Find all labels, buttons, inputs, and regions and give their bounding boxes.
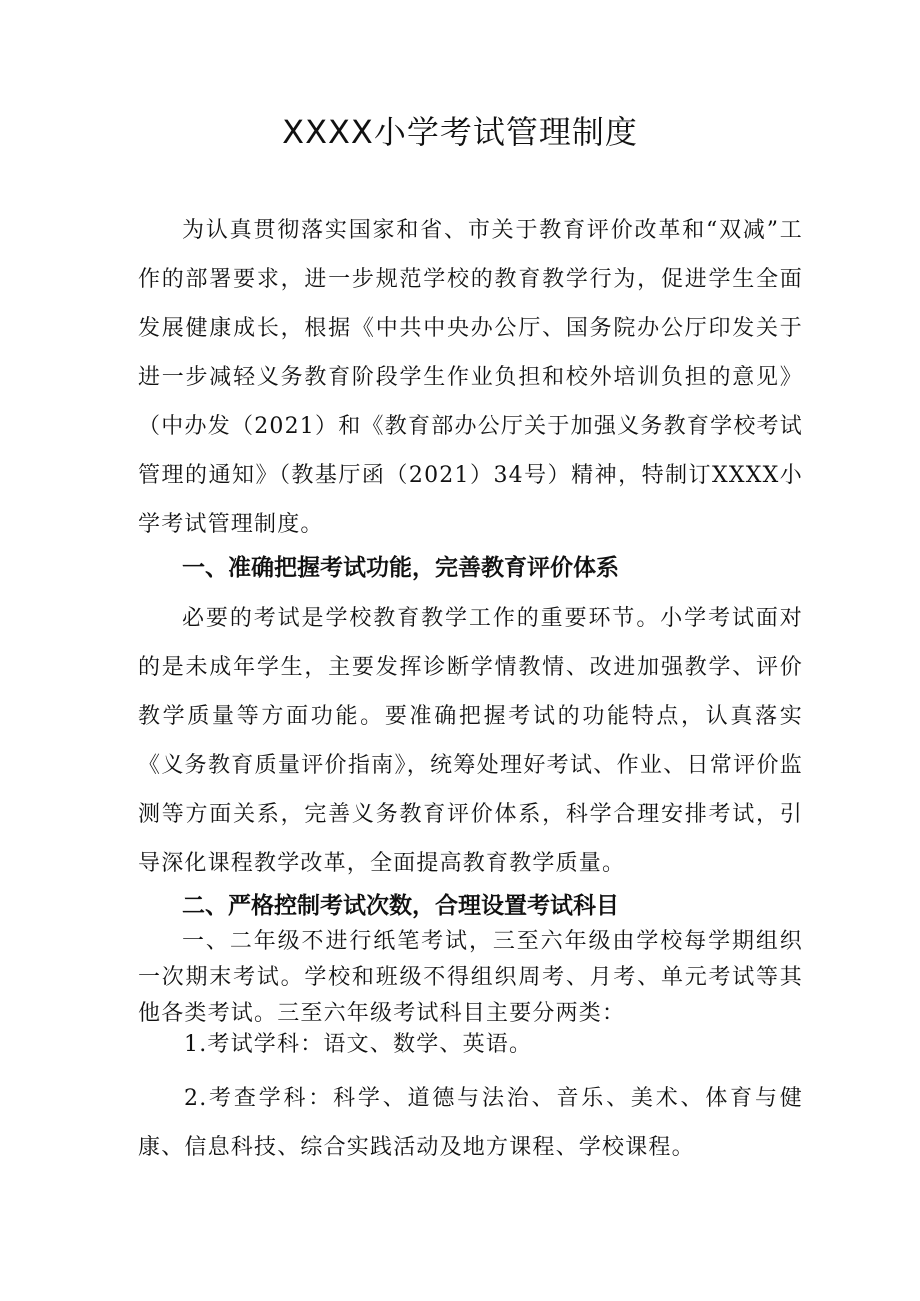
section-1-paragraph: 必要的考试是学校教育教学工作的重要环节。小学考试面对的是未成年学生，主要发挥诊断学情教情、改进加强教学、评价教学质量等方面功能。要准确把握考试的功能特点，认真落实《义务教育质量评价指南》，统筹处理好考试、作业、日常评价监测等方面关系，完善义务教育评价体系，科学合理安排考试，引导深化课程教学改革，全面提高教育教学质量。: [138, 606, 803, 876]
document-title: XXXX小学考试管理制度: [282, 113, 638, 151]
section-1-heading: 一、准确把握考试功能，完善教育评价体系: [182, 555, 619, 581]
section-2-item-2: 2.考查学科：科学、道德与法治、音乐、美术、体育与健康、信息科技、综合实践活动及地方课程、学校课程。: [138, 1086, 803, 1160]
intro-paragraph: 为认真贯彻落实国家和省、市关于教育评价改革和“双减”工作的部署要求，进一步规范学校的教育教学行为，促进学生全面发展健康成长，根据《中共中央办公厅、国务院办公厅印发关于进一步减轻义务教育阶段学生作业负担和校外培训负担的意见》（中办发（2021）和《教育部办公厅关于加强义务教育学校考试管理的通知》（教基厅函（2021）34号）精神，特制订XXXX小学考试管理制度。: [138, 218, 803, 537]
section-2-heading: 二、严格控制考试次数，合理设置考试科目: [182, 893, 619, 919]
section-2-item-1: 1.考试学科：语文、数学、英语。: [184, 1032, 533, 1057]
section-2-paragraph: 一、二年级不进行纸笔考试，三至六年级由学校每学期组织一次期末考试。学校和班级不得组织周考、月考、单元考试等其他各类考试。三至六年级考试科目主要分两类：: [138, 929, 803, 1026]
